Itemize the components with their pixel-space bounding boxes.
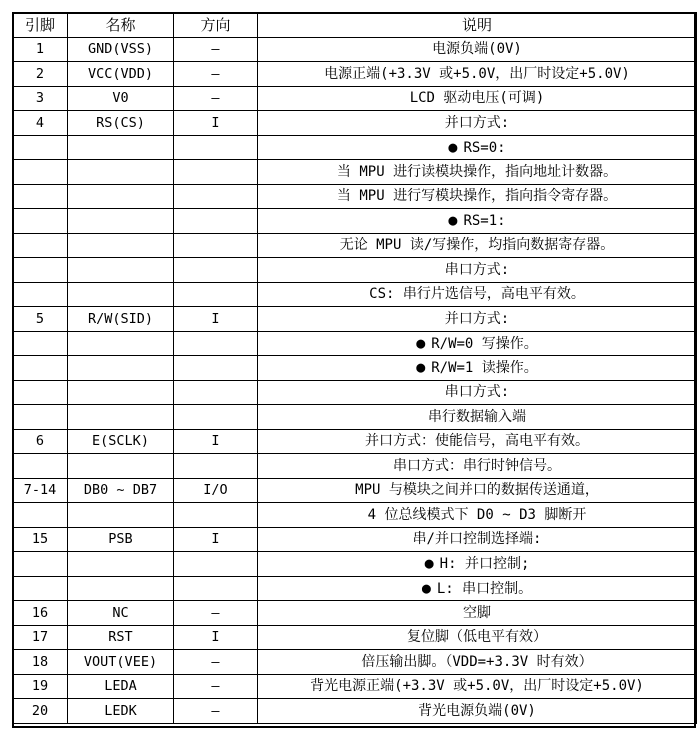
pin-name-cell: VOUT(VEE) bbox=[68, 650, 174, 675]
description-cell: 背光电源负端(0V) bbox=[258, 699, 697, 724]
direction-cell bbox=[174, 552, 258, 577]
pin-number-cell: 20 bbox=[13, 699, 68, 724]
pin-name-cell bbox=[68, 503, 174, 528]
table-row bbox=[13, 454, 697, 479]
pin-number-cell: 3 bbox=[13, 86, 68, 111]
pin-name-cell: DB0 ~ DB7 bbox=[68, 478, 174, 503]
pin-number-cell: 4 bbox=[13, 111, 68, 136]
direction-cell: — bbox=[174, 601, 258, 626]
table-row bbox=[13, 674, 697, 699]
description-cell: 串行数据输入端 bbox=[258, 405, 697, 430]
direction-cell bbox=[174, 258, 258, 283]
table-row bbox=[13, 527, 697, 552]
direction-cell bbox=[174, 454, 258, 479]
table-row bbox=[13, 405, 697, 430]
pin-name-cell: VCC(VDD) bbox=[68, 62, 174, 87]
description-cell: 电源负端(0V) bbox=[258, 37, 697, 62]
description-cell: 并口方式：使能信号，高电平有效。 bbox=[258, 429, 697, 454]
pin-number-cell bbox=[13, 454, 68, 479]
table-row bbox=[13, 62, 697, 87]
table-row bbox=[13, 356, 697, 381]
direction-cell bbox=[174, 184, 258, 209]
direction-cell: I bbox=[174, 307, 258, 332]
direction-cell: — bbox=[174, 37, 258, 62]
pin-name-cell bbox=[68, 576, 174, 601]
direction-cell bbox=[174, 160, 258, 185]
description-cell: 倍压输出脚。（VDD=+3.3V 时有效） bbox=[258, 650, 697, 675]
description-cell: 无论 MPU 读/写操作，均指向数据寄存器。 bbox=[258, 233, 697, 258]
table-row bbox=[13, 233, 697, 258]
pin-name-cell: GND(VSS) bbox=[68, 37, 174, 62]
direction-cell: I/O bbox=[174, 478, 258, 503]
pin-number-cell bbox=[13, 258, 68, 283]
description-cell: LCD 驱动电压(可调) bbox=[258, 86, 697, 111]
description-cell: 串口方式: bbox=[258, 380, 697, 405]
header-pin: 引脚 bbox=[13, 13, 68, 38]
table-row bbox=[13, 503, 697, 528]
table-row bbox=[13, 380, 697, 405]
pin-name-cell bbox=[68, 552, 174, 577]
description-cell: MPU 与模块之间并口的数据传送通道， bbox=[258, 478, 697, 503]
description-cell: 当 MPU 进行读模块操作，指向地址计数器。 bbox=[258, 160, 697, 185]
direction-cell bbox=[174, 380, 258, 405]
description-text: R/W=1 读操作。 bbox=[431, 360, 538, 377]
pin-number-cell bbox=[13, 576, 68, 601]
pin-name-cell: LEDA bbox=[68, 674, 174, 699]
pin-number-cell: 6 bbox=[13, 429, 68, 454]
table-row bbox=[13, 307, 697, 332]
pin-name-cell bbox=[68, 356, 174, 381]
description-cell: 并口方式: bbox=[258, 307, 697, 332]
direction-cell bbox=[174, 331, 258, 356]
pin-name-cell: V0 bbox=[68, 86, 174, 111]
table-row bbox=[13, 86, 697, 111]
pin-name-cell: E(SCLK) bbox=[68, 429, 174, 454]
pin-number-cell: 16 bbox=[13, 601, 68, 626]
direction-cell: — bbox=[174, 699, 258, 724]
direction-cell bbox=[174, 233, 258, 258]
table-row bbox=[13, 282, 697, 307]
description-cell: 电源正端(+3.3V 或+5.0V，出厂时设定+5.0V) bbox=[258, 62, 697, 87]
description-cell: 并口方式: bbox=[258, 111, 697, 136]
table-row bbox=[13, 699, 697, 724]
pin-name-cell bbox=[68, 258, 174, 283]
direction-cell: I bbox=[174, 111, 258, 136]
description-cell: 背光电源正端(+3.3V 或+5.0V，出厂时设定+5.0V) bbox=[258, 674, 697, 699]
table-row bbox=[13, 429, 697, 454]
pin-number-cell bbox=[13, 405, 68, 430]
description-cell: 空脚 bbox=[258, 601, 697, 626]
pin-number-cell: 18 bbox=[13, 650, 68, 675]
pin-number-cell bbox=[13, 380, 68, 405]
description-cell: 串口方式: bbox=[258, 258, 697, 283]
table-row bbox=[13, 209, 697, 234]
description-cell bbox=[258, 135, 697, 160]
pin-name-cell bbox=[68, 160, 174, 185]
pin-number-cell: 1 bbox=[13, 37, 68, 62]
pin-number-cell bbox=[13, 184, 68, 209]
description-cell bbox=[258, 552, 697, 577]
direction-cell bbox=[174, 282, 258, 307]
description-text: RS=1: bbox=[463, 213, 506, 230]
table-row bbox=[13, 111, 697, 136]
pin-number-cell: 5 bbox=[13, 307, 68, 332]
description-cell bbox=[258, 331, 697, 356]
pin-name-cell bbox=[68, 405, 174, 430]
direction-cell: — bbox=[174, 674, 258, 699]
pin-number-cell bbox=[13, 135, 68, 160]
description-cell: 复位脚（低电平有效） bbox=[258, 625, 697, 650]
direction-cell: — bbox=[174, 650, 258, 675]
pin-name-cell: RS(CS) bbox=[68, 111, 174, 136]
pin-number-cell: 7-14 bbox=[13, 478, 68, 503]
description-cell bbox=[258, 209, 697, 234]
pin-name-cell bbox=[68, 454, 174, 479]
table-row bbox=[13, 135, 697, 160]
pin-number-cell: 17 bbox=[13, 625, 68, 650]
description-cell: 串口方式：串行时钟信号。 bbox=[258, 454, 697, 479]
direction-cell: I bbox=[174, 625, 258, 650]
pin-number-cell bbox=[13, 356, 68, 381]
table-row bbox=[13, 160, 697, 185]
description-text: L: 串口控制。 bbox=[436, 580, 533, 597]
header-direction: 方向 bbox=[174, 13, 258, 38]
table-header-row bbox=[13, 13, 697, 38]
pin-name-cell bbox=[68, 135, 174, 160]
direction-cell: — bbox=[174, 62, 258, 87]
pin-number-cell bbox=[13, 552, 68, 577]
description-cell bbox=[258, 356, 697, 381]
direction-cell: I bbox=[174, 527, 258, 552]
bullet-icon: ● bbox=[448, 211, 458, 230]
pin-name-cell: PSB bbox=[68, 527, 174, 552]
pin-number-cell: 2 bbox=[13, 62, 68, 87]
pin-name-cell bbox=[68, 282, 174, 307]
description-cell: 当 MPU 进行写模块操作，指向指令寄存器。 bbox=[258, 184, 697, 209]
bullet-icon: ● bbox=[416, 358, 426, 377]
pin-name-cell bbox=[68, 380, 174, 405]
pin-name-cell bbox=[68, 209, 174, 234]
description-cell bbox=[258, 576, 697, 601]
pin-number-cell: 19 bbox=[13, 674, 68, 699]
bullet-icon: ● bbox=[448, 137, 458, 156]
description-text: RS=0: bbox=[463, 139, 506, 156]
header-description: 说明 bbox=[258, 13, 697, 38]
pin-number-cell bbox=[13, 331, 68, 356]
direction-cell bbox=[174, 135, 258, 160]
bullet-icon: ● bbox=[424, 554, 434, 573]
table-row bbox=[13, 184, 697, 209]
pin-number-cell: 15 bbox=[13, 527, 68, 552]
description-cell: CS: 串行片选信号，高电平有效。 bbox=[258, 282, 697, 307]
direction-cell bbox=[174, 503, 258, 528]
pin-number-cell bbox=[13, 503, 68, 528]
pin-name-cell bbox=[68, 184, 174, 209]
pin-name-cell: NC bbox=[68, 601, 174, 626]
table-row bbox=[13, 625, 697, 650]
pin-number-cell bbox=[13, 233, 68, 258]
pin-number-cell bbox=[13, 209, 68, 234]
description-cell: 4 位总线模式下 D0 ~ D3 脚断开 bbox=[258, 503, 697, 528]
table-row bbox=[13, 601, 697, 626]
pin-number-cell bbox=[13, 282, 68, 307]
table-row bbox=[13, 37, 697, 62]
pin-table bbox=[12, 12, 697, 724]
description-cell: 串/并口控制选择端: bbox=[258, 527, 697, 552]
direction-cell: I bbox=[174, 429, 258, 454]
header-name: 名称 bbox=[68, 13, 174, 38]
table-row bbox=[13, 650, 697, 675]
table-row bbox=[13, 258, 697, 283]
table-row bbox=[13, 576, 697, 601]
table-row bbox=[13, 331, 697, 356]
table-row bbox=[13, 478, 697, 503]
pin-name-cell: R/W(SID) bbox=[68, 307, 174, 332]
pin-name-cell: RST bbox=[68, 625, 174, 650]
bullet-icon: ● bbox=[416, 333, 426, 352]
direction-cell bbox=[174, 209, 258, 234]
direction-cell bbox=[174, 576, 258, 601]
pin-name-cell: LEDK bbox=[68, 699, 174, 724]
direction-cell bbox=[174, 356, 258, 381]
description-text: R/W=0 写操作。 bbox=[431, 335, 538, 352]
pin-name-cell bbox=[68, 233, 174, 258]
pin-name-cell bbox=[68, 331, 174, 356]
table-row bbox=[13, 552, 697, 577]
bullet-icon: ● bbox=[421, 578, 431, 597]
direction-cell bbox=[174, 405, 258, 430]
table-body bbox=[13, 37, 697, 723]
description-text: H: 并口控制; bbox=[439, 556, 530, 573]
pin-number-cell bbox=[13, 160, 68, 185]
direction-cell: — bbox=[174, 86, 258, 111]
